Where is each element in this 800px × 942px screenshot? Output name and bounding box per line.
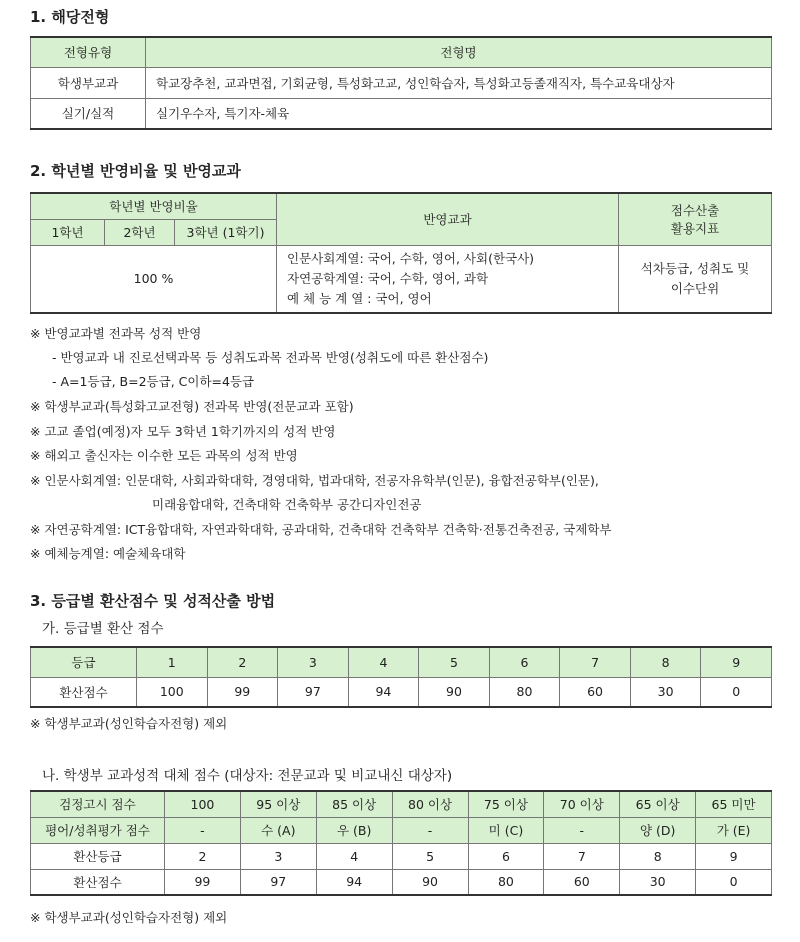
cell: 90 [392,869,468,895]
grade-cell: 4 [348,647,419,677]
cell: 85 이상 [316,791,392,817]
section-1-title: 1. 해당전형 [30,8,110,26]
note-line: - 반영교과 내 진로선택과목 등 성취도과목 전과목 반영(성취도에 따른 환산점수) [52,350,489,365]
cell: 수 (A) [240,817,316,843]
grade-label: 등급 [31,647,137,677]
section-3-title: 3. 등급별 환산점수 및 성적산출 방법 [30,592,276,610]
table-row [31,67,772,98]
score-row [31,677,772,707]
score-cell: 30 [630,677,701,707]
subject-cell [277,245,619,313]
note-line: ※ 인문사회계열: 인문대학, 사회과학대학, 경영대학, 법과대학, 전공자유학부(인문), 융합전공학부(인문), [30,473,599,488]
cell: 0 [696,869,772,895]
cell: 80 이상 [392,791,468,817]
name-cell: 학교장추천, 교과면접, 기회균형, 특성화고교, 성인학습자, 특성화고등졸재직자, 특수교육대상자 [146,67,772,98]
cell: 99 [165,869,241,895]
grade-cell: 7 [560,647,631,677]
cell: 97 [240,869,316,895]
cell: 75 이상 [468,791,544,817]
subject-line: 인문사회계열: 국어, 수학, 영어, 사회(한국사) [287,250,535,266]
index-line-1: 석차등급, 성취도 및 [640,260,750,276]
score-cell: 80 [489,677,560,707]
score-cell: 60 [560,677,631,707]
score-cell: 99 [207,677,278,707]
row-label: 검정고시 점수 [31,791,165,817]
subsection-b-title: 나. 학생부 교과성적 대체 점수 (대상자: 전문교과 및 비교내신 대상자) [42,768,453,784]
cell: 60 [544,869,620,895]
grade-score-table [30,646,772,708]
cell: 70 이상 [544,791,620,817]
header-ratio: 학년별 반영비율 [31,193,277,219]
cell: 3 [240,843,316,869]
note-line: ※ 학생부교과(성인학습자전형) 제외 [30,716,228,731]
note-line: - A=1등급, B=2등급, C이하=4등급 [52,374,255,389]
note-line: ※ 해외고 출신자는 이수한 모든 과목의 성적 반영 [30,448,298,463]
type-cell: 학생부교과 [31,67,146,98]
note-line: ※ 반영교과별 전과목 성적 반영 [30,326,202,341]
header-name: 전형명 [146,37,772,67]
cell: - [392,817,468,843]
subject-line: 예 체 능 계 열 : 국어, 영어 [287,290,432,306]
note-line: 미래융합대학, 건축대학 건축학부 공간디자인전공 [152,497,422,512]
table-header-row [31,37,772,67]
note-line: ※ 고교 졸업(예정)자 모두 3학년 1학기까지의 성적 반영 [30,424,336,439]
cell: 4 [316,843,392,869]
header-index-line-2: 활용지표 [670,221,720,237]
cell: 미 (C) [468,817,544,843]
note-line: ※ 자연공학계열: ICT융합대학, 자연과학대학, 공과대학, 건축대학 건축학부 건축학·전통건축전공, 국제학부 [30,522,612,537]
grade-cell: 2 [207,647,278,677]
cell: 우 (B) [316,817,392,843]
score-cell: 90 [419,677,490,707]
cell: 6 [468,843,544,869]
cell: 100 [165,791,241,817]
grade-cell: 1 [137,647,208,677]
cell: - [544,817,620,843]
cell: 8 [620,843,696,869]
table-row [31,843,772,869]
cell: 30 [620,869,696,895]
name-cell: 실기우수자, 특기자-체육 [146,98,772,129]
score-cell: 97 [278,677,349,707]
row-label: 환산점수 [31,869,165,895]
row-label: 평어/성취평가 점수 [31,817,165,843]
index-line-2: 이수단위 [670,280,720,296]
cell: 2 [165,843,241,869]
cell: 5 [392,843,468,869]
score-cell: 94 [348,677,419,707]
grade-cell: 6 [489,647,560,677]
admission-type-table [30,36,772,130]
header-index [619,193,772,245]
table-row [31,245,772,313]
grade-cell: 3 [278,647,349,677]
cell: - [165,817,241,843]
cell: 9 [696,843,772,869]
note-line: ※ 학생부교과(특성화고교전형) 전과목 반영(전문교과 포함) [30,399,354,414]
section-2-title: 2. 학년별 반영비율 및 반영교과 [30,162,241,180]
subject-line: 자연공학계열: 국어, 수학, 영어, 과학 [287,270,489,286]
score-cell: 100 [137,677,208,707]
type-cell: 실기/실적 [31,98,146,129]
cell: 양 (D) [620,817,696,843]
score-label: 환산점수 [31,677,137,707]
header-grade-1: 1학년 [31,219,105,245]
cell: 65 이상 [620,791,696,817]
note-line: ※ 예체능계열: 예술체육대학 [30,546,186,561]
cell: 80 [468,869,544,895]
substitute-score-table [30,790,772,896]
header-grade-3: 3학년 (1학기) [175,219,277,245]
subsection-a-title: 가. 등급별 환산 점수 [42,621,164,637]
table-row [31,98,772,129]
cell: 94 [316,869,392,895]
table-row [31,791,772,817]
grade-cell: 5 [419,647,490,677]
grade-cell: 8 [630,647,701,677]
cell: 65 미만 [696,791,772,817]
note-line: ※ 학생부교과(성인학습자전형) 제외 [30,910,228,925]
grade-cell: 9 [701,647,772,677]
cell: 95 이상 [240,791,316,817]
grade-ratio-table [30,192,772,314]
table-row [31,817,772,843]
grade-row [31,647,772,677]
header-type: 전형유형 [31,37,146,67]
table-row [31,869,772,895]
index-cell [619,245,772,313]
header-grade-2: 2학년 [105,219,175,245]
score-cell: 0 [701,677,772,707]
ratio-cell: 100 % [31,245,277,313]
cell: 가 (E) [696,817,772,843]
row-label: 환산등급 [31,843,165,869]
header-index-line-1: 점수산출 [670,203,720,219]
cell: 7 [544,843,620,869]
header-subject: 반영교과 [277,193,619,245]
